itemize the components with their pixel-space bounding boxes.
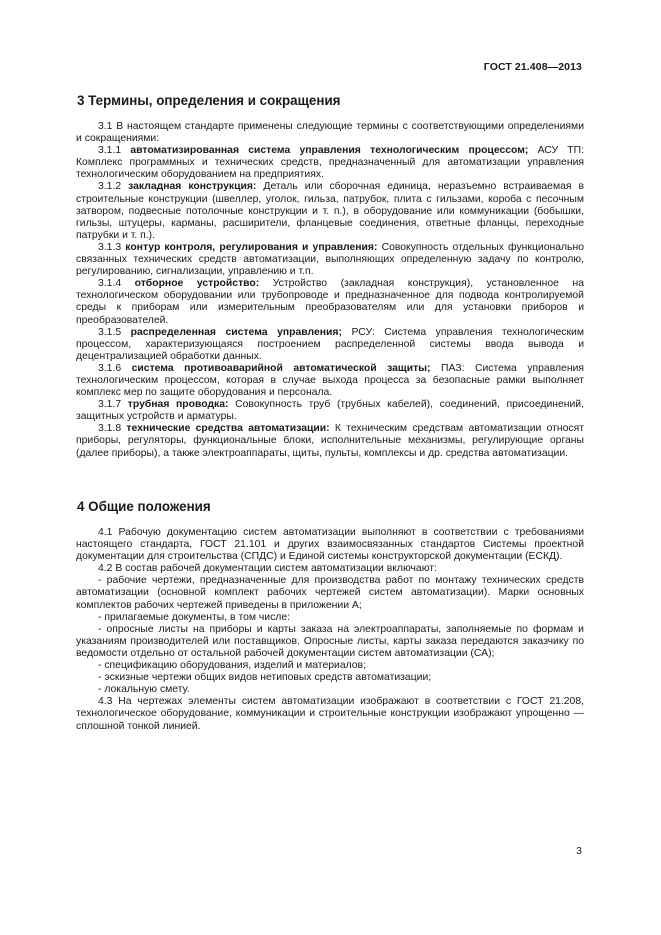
list-item-sketch-drawings: - эскизные чертежи общих видов нетиповых средств автоматизации; xyxy=(98,672,432,684)
term-definition: ПАЗ: Система управления технологическим процессом, которая в случае выхода процесса за безопасные рамки выполняет комплекс мер по защите оборудования и персонала. xyxy=(76,362,585,399)
term-3-1-1 xyxy=(76,145,584,181)
term-definition: Устройство (закладная конструкция), установленное на технологическом оборудовании или трубопроводе и предназначенное для подвода контролируемой среды к приборам или измерительным преобразователям или для установки приборов и преобразователей. xyxy=(76,278,584,326)
term-number: 3.1.4 xyxy=(98,278,135,290)
term-3-1-7 xyxy=(76,399,584,423)
list-item-questionnaires: - опросные листы на приборы и карты заказа на электроаппараты, заполняемые по формам и указаниям производителей или поставщиков. Опросные листы, карты заказа передаются заказчику по ведомости отдельно от остальной рабочей документации систем автоматизации (СА); xyxy=(76,623,584,659)
term-number: 3.1.1 xyxy=(98,145,131,157)
paragraph-4-2: 4.2 В состав рабочей документации систем автоматизации включают: xyxy=(98,563,437,575)
term-number: 3.1.3 xyxy=(98,241,126,253)
term-definition: Совокупность отдельных функционально связанных технических средств автоматизации, выполняющих определенную задачу по контролю, регулированию, сигнализации, управлению и т.п. xyxy=(76,241,584,278)
term-3-1-3 xyxy=(76,242,584,278)
term-name: отборное устройство: xyxy=(134,278,260,290)
term-definition: Совокупность труб (трубных кабелей), соединений, присоединений, защитных устройств и арматуры. xyxy=(76,399,584,423)
list-item-attached-documents: - прилагаемые документы, в том числе: xyxy=(98,611,291,623)
term-number: 3.1.7 xyxy=(98,399,128,411)
term-name: технические средства автоматизации: xyxy=(126,423,330,435)
list-item-specification: - спецификацию оборудования, изделий и материалов; xyxy=(98,660,366,672)
term-definition: АСУ ТП: Комплекс программных и технических средств, предназначенный для автоматизации управления технологическим оборудованием на предприятиях. xyxy=(76,145,584,181)
paragraph-4-3: 4.3 На чертежах элементы систем автоматизации изображают в соответствии с ГОСТ 21.208, технологическое оборудование, коммуникации и строительные конструкции изображают упрощенно — сплошной тонкой линией. xyxy=(76,696,584,732)
term-3-1-5 xyxy=(76,327,584,363)
term-number: 3.1.6 xyxy=(98,362,132,374)
term-number: 3.1.2 xyxy=(98,181,129,193)
standard-header: ГОСТ 21.408—2013 xyxy=(483,61,582,73)
term-definition: РСУ: Система управления технологическим процессом, характеризующаяся построением распределенной системы ввода вывода и децентрализацией обработки данных. xyxy=(76,326,584,362)
term-number: 3.1.5 xyxy=(98,326,131,338)
list-item-working-drawings: - рабочие чертежи, предназначенные для производства работ по монтажу технических средств автоматизации (основной комплект рабочих чертежей систем автоматизации). Марки основных комплектов рабочих чертежей приведены в приложении А; xyxy=(76,575,584,611)
term-name: трубная проводка: xyxy=(127,399,229,411)
term-name: распределенная система управления; xyxy=(130,326,342,338)
term-name: автоматизированная система управления технологическим процессом; xyxy=(130,145,529,157)
term-name: закладная конструкция: xyxy=(128,181,257,193)
term-3-1-6 xyxy=(76,363,584,399)
term-3-1-2 xyxy=(76,181,584,241)
page-number: 3 xyxy=(576,845,582,857)
section-4-title: 4 Общие положения xyxy=(77,499,211,514)
term-3-1-8 xyxy=(76,423,584,459)
term-number: 3.1.8 xyxy=(98,423,127,435)
section-4-body xyxy=(76,527,584,733)
paragraph-4-1: 4.1 Рабочую документацию систем автоматизации выполняют в соответствии с требованиями настоящего стандарта, ГОСТ 21.101 и других взаимосвязанных стандартов Системы проектной документации для строительства (СПДС) и Единой системы конструкторской документации (ЕСКД). xyxy=(76,527,584,563)
paragraph-3-1: 3.1 В настоящем стандарте применены следующие термины с соответствующими определениями и сокращениями: xyxy=(76,121,584,145)
term-name: система противоаварийной автоматической защиты; xyxy=(131,362,431,374)
term-definition: Деталь или сборочная единица, неразъемно встраиваемая в строительные конструкции (швеллер, уголок, гильза, патрубок, плита с гильзами, короба с песочным затвором, подвесные потолочные конструкции и т. п.), в оборудование или коммуникации (бобышки, гильзы, штуцеры, карманы, расширители, фланцевые соединения, ответные фланцы, переходные патрубки и т. п.). xyxy=(76,181,585,241)
term-3-1-4 xyxy=(76,278,584,326)
section-3-title: 3 Термины, определения и сокращения xyxy=(77,93,341,108)
list-item-local-estimate: - локальную смету. xyxy=(98,684,190,696)
term-definition: К техническим средствам автоматизации относят приборы, регуляторы, функциональные блоки, исполнительные механизмы, регулирующие органы (далее приборы), а также электроаппараты, щиты, пульты, комплексы и др. средства автоматизации. xyxy=(76,423,584,459)
section-3-body xyxy=(76,121,584,460)
term-name: контур контроля, регулирования и управления: xyxy=(125,241,378,253)
